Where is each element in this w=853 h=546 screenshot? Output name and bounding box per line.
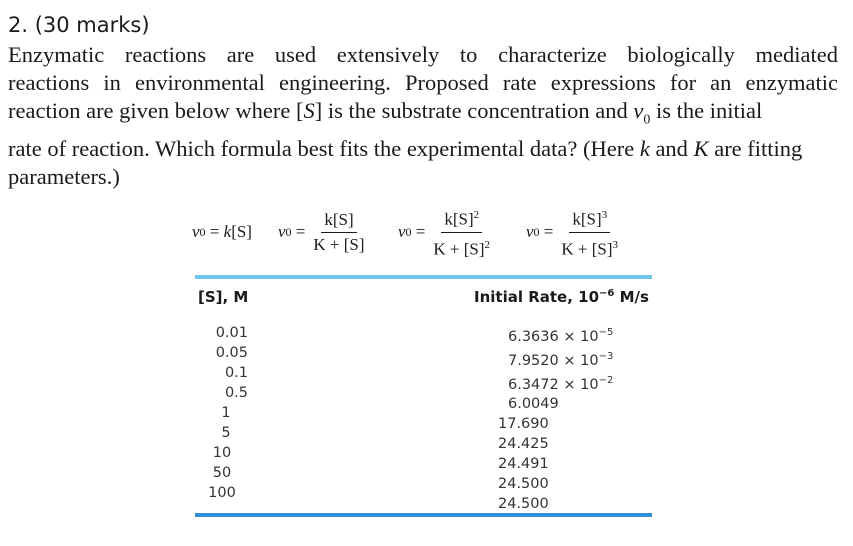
- table-top-rule: [195, 275, 652, 279]
- table-cell-rate: 24.500: [498, 476, 549, 493]
- table-cell-rate: 24.425: [498, 436, 549, 453]
- table-bottom-rule: [195, 513, 652, 517]
- formula-3: v 0 = $\frac{k[S]^2}{K + [S]^2}$: [398, 198, 493, 266]
- table-cell-rate: 24.491: [498, 456, 549, 473]
- paragraph-line-2: reactions in environmental engineering. Proposed rate expressions for an enzymatic: [8, 70, 838, 95]
- table-cell-s: 50: [212, 465, 232, 481]
- formula-2: v 0 = $\frac{k[S]}{K + [S]}$: [278, 209, 365, 254]
- table-cell-s: 10: [212, 445, 232, 461]
- table-cell-s: 0.1: [224, 365, 248, 381]
- question-paragraph: [8, 41, 838, 191]
- formula-1: v 0 = k [S]: [192, 222, 252, 241]
- formula-4: v 0 = $\frac{k[S]^3}{K + [S]^3}$: [526, 198, 621, 266]
- paragraph-line-4: rate of reaction. Which formula best fits the experimental data? (Here k and K are fitting: [8, 135, 803, 161]
- table-cell-s: 0.01: [215, 325, 248, 341]
- table-cell-s: 1: [221, 405, 231, 421]
- question-heading: 2. (30 marks): [8, 13, 150, 37]
- table-cell-rate: 6.0049: [508, 396, 559, 413]
- paragraph-line-3: reaction are given below where [S] is the substrate concentration and $v_0$ is the initial: [8, 98, 763, 128]
- table-cell-rate: $7.9520 \times 10^{-3}$: [508, 350, 614, 369]
- paragraph-line-1: Enzymatic reactions are used extensively to characterize biologically mediated: [8, 42, 838, 67]
- table-cell-rate: $6.3472 \times 10^{-2}$: [508, 374, 614, 393]
- column-header-substrate: [S], M: [198, 288, 249, 306]
- table-cell-rate: 24.500: [498, 496, 549, 513]
- column-header-initial-rate: Initial Rate, $10^{-6}$ M/s: [474, 288, 649, 306]
- rate-formulas: [0, 198, 853, 268]
- table-cell-s: 0.05: [215, 345, 248, 361]
- paragraph-line-5: parameters.): [8, 163, 120, 189]
- table-cell-s: 5: [221, 425, 231, 441]
- substrate-column: [196, 323, 248, 503]
- table-cell-s: 100: [208, 485, 236, 501]
- table-cell-rate: 17.690: [498, 416, 549, 433]
- table-cell-s: 0.5: [224, 385, 248, 401]
- table-cell-rate: $6.3636 \times 10^{-5}$: [508, 327, 614, 345]
- rate-column: [498, 323, 638, 514]
